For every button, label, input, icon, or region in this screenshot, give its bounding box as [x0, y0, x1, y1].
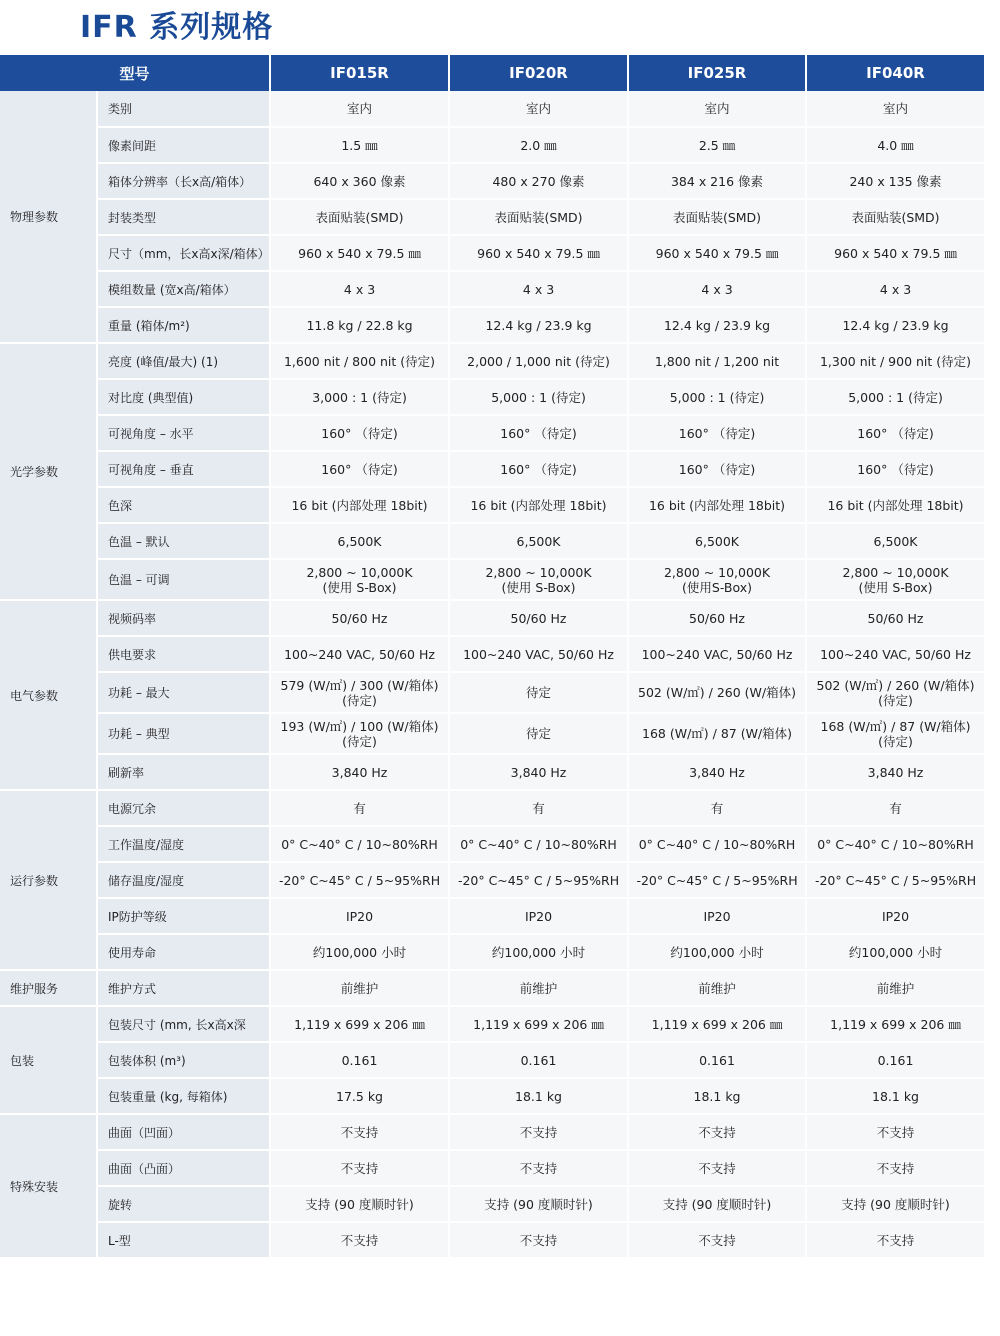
value-cell: 100~240 VAC, 50/60 Hz	[270, 636, 449, 672]
table-row	[0, 1042, 984, 1078]
value-cell: 约100,000 小时	[449, 934, 628, 970]
value-cell: IP20	[806, 898, 984, 934]
value-cell: 支持 (90 度顺时针)	[628, 1186, 806, 1222]
value-cell: 100~240 VAC, 50/60 Hz	[628, 636, 806, 672]
value-cell: 50/60 Hz	[806, 600, 984, 636]
value-cell: 0.161	[449, 1042, 628, 1078]
param-label-cell: 包装尺寸 (mm, 长x高x深	[97, 1006, 270, 1042]
param-label-cell: 维护方式	[97, 970, 270, 1006]
value-cell: 100~240 VAC, 50/60 Hz	[449, 636, 628, 672]
param-label-cell: 色温 – 默认	[97, 523, 270, 559]
value-cell: 160° （待定)	[270, 415, 449, 451]
value-cell: 不支持	[806, 1222, 984, 1258]
param-label-cell: 视频码率	[97, 600, 270, 636]
table-row	[0, 672, 984, 713]
value-cell: 18.1 kg	[806, 1078, 984, 1114]
value-cell: 0° C~40° C / 10~80%RH	[806, 826, 984, 862]
value-cell: 11.8 kg / 22.8 kg	[270, 307, 449, 343]
param-label-cell: 重量 (箱体/m²)	[97, 307, 270, 343]
value-cell: 50/60 Hz	[628, 600, 806, 636]
value-cell: 室内	[628, 91, 806, 127]
value-cell: 有	[806, 790, 984, 826]
page-title: IFR 系列规格	[80, 10, 274, 45]
value-cell: 0° C~40° C / 10~80%RH	[449, 826, 628, 862]
param-label-cell: 类别	[97, 91, 270, 127]
param-label-cell: 色温 – 可调	[97, 559, 270, 600]
value-cell: 240 x 135 像素	[806, 163, 984, 199]
value-cell: 有	[449, 790, 628, 826]
value-cell: 约100,000 小时	[806, 934, 984, 970]
table-row	[0, 898, 984, 934]
value-cell: 960 x 540 x 79.5 ㎜	[806, 235, 984, 271]
table-row	[0, 559, 984, 600]
value-cell: 960 x 540 x 79.5 ㎜	[628, 235, 806, 271]
value-cell: 3,840 Hz	[270, 754, 449, 790]
value-cell: 室内	[270, 91, 449, 127]
value-cell: 1,119 x 699 x 206 ㎜	[449, 1006, 628, 1042]
table-row	[0, 934, 984, 970]
value-cell: 有	[628, 790, 806, 826]
table-row	[0, 636, 984, 672]
value-cell: 160° （待定)	[270, 451, 449, 487]
value-cell: 表面贴装(SMD)	[449, 199, 628, 235]
value-cell: 640 x 360 像素	[270, 163, 449, 199]
value-cell: 2,800 ~ 10,000K (使用S-Box)	[628, 559, 806, 600]
value-cell: 6,500K	[449, 523, 628, 559]
table-row	[0, 862, 984, 898]
value-cell: 1,119 x 699 x 206 ㎜	[806, 1006, 984, 1042]
value-cell: 1,800 nit / 1,200 nit	[628, 343, 806, 379]
table-row	[0, 1114, 984, 1150]
spec-table-body	[0, 91, 984, 1258]
table-header-row	[0, 55, 984, 91]
table-row	[0, 235, 984, 271]
value-cell: 2,800 ~ 10,000K (使用 S-Box)	[806, 559, 984, 600]
param-label-cell: 功耗 – 典型	[97, 713, 270, 754]
value-cell: 2.0 ㎜	[449, 127, 628, 163]
spec-table	[0, 55, 984, 1259]
category-cell: 光学参数	[0, 343, 97, 600]
table-row	[0, 1150, 984, 1186]
model-header: IF015R	[270, 55, 449, 91]
value-cell: 约100,000 小时	[628, 934, 806, 970]
value-cell: 2.5 ㎜	[628, 127, 806, 163]
value-cell: 2,800 ~ 10,000K (使用 S-Box)	[449, 559, 628, 600]
value-cell: 3,000 : 1 (待定)	[270, 379, 449, 415]
value-cell: 18.1 kg	[449, 1078, 628, 1114]
value-cell: 前维护	[628, 970, 806, 1006]
table-row	[0, 523, 984, 559]
param-label-cell: 色深	[97, 487, 270, 523]
table-row	[0, 826, 984, 862]
value-cell: 不支持	[628, 1150, 806, 1186]
param-label-cell: 可视角度 – 垂直	[97, 451, 270, 487]
model-header: IF025R	[628, 55, 806, 91]
value-cell: 室内	[806, 91, 984, 127]
param-label-cell: 尺寸（mm，长x高x深/箱体）	[97, 235, 270, 271]
param-label-cell: 箱体分辨率（长x高/箱体）	[97, 163, 270, 199]
table-row	[0, 600, 984, 636]
value-cell: 5,000 : 1 (待定)	[628, 379, 806, 415]
model-header: IF020R	[449, 55, 628, 91]
param-label-cell: 曲面（凹面）	[97, 1114, 270, 1150]
value-cell: 50/60 Hz	[449, 600, 628, 636]
table-row	[0, 415, 984, 451]
value-cell: IP20	[449, 898, 628, 934]
param-label-cell: 包装重量 (kg, 每箱体)	[97, 1078, 270, 1114]
value-cell: 1,119 x 699 x 206 ㎜	[270, 1006, 449, 1042]
value-cell: 支持 (90 度顺时针)	[270, 1186, 449, 1222]
value-cell: 不支持	[628, 1114, 806, 1150]
param-label-cell: 供电要求	[97, 636, 270, 672]
value-cell: 17.5 kg	[270, 1078, 449, 1114]
value-cell: 2,800 ~ 10,000K (使用 S-Box)	[270, 559, 449, 600]
value-cell: 18.1 kg	[628, 1078, 806, 1114]
value-cell: 160° （待定)	[449, 451, 628, 487]
value-cell: 16 bit (内部处理 18bit)	[806, 487, 984, 523]
category-cell: 物理参数	[0, 91, 97, 343]
value-cell: 100~240 VAC, 50/60 Hz	[806, 636, 984, 672]
value-cell: 6,500K	[270, 523, 449, 559]
value-cell: 5,000 : 1 (待定)	[449, 379, 628, 415]
value-cell: 502 (W/㎡) / 260 (W/箱体) (待定)	[806, 672, 984, 713]
value-cell: 不支持	[449, 1150, 628, 1186]
table-row	[0, 1222, 984, 1258]
table-row	[0, 790, 984, 826]
param-label-cell: 工作温度/湿度	[97, 826, 270, 862]
value-cell: 160° （待定)	[806, 415, 984, 451]
table-row	[0, 271, 984, 307]
param-label-cell: 使用寿命	[97, 934, 270, 970]
param-label-cell: IP防护等级	[97, 898, 270, 934]
value-cell: 不支持	[270, 1114, 449, 1150]
param-label-cell: 曲面（凸面）	[97, 1150, 270, 1186]
value-cell: 4 x 3	[449, 271, 628, 307]
value-cell: 6,500K	[628, 523, 806, 559]
value-cell: 960 x 540 x 79.5 ㎜	[449, 235, 628, 271]
value-cell: 50/60 Hz	[270, 600, 449, 636]
value-cell: 不支持	[270, 1222, 449, 1258]
value-cell: 12.4 kg / 23.9 kg	[449, 307, 628, 343]
value-cell: 16 bit (内部处理 18bit)	[270, 487, 449, 523]
value-cell: 1,300 nit / 900 nit (待定)	[806, 343, 984, 379]
param-label-cell: 刷新率	[97, 754, 270, 790]
value-cell: 0.161	[628, 1042, 806, 1078]
value-cell: 16 bit (内部处理 18bit)	[628, 487, 806, 523]
table-row	[0, 487, 984, 523]
param-label-cell: 可视角度 – 水平	[97, 415, 270, 451]
value-cell: -20° C~45° C / 5~95%RH	[806, 862, 984, 898]
value-cell: 有	[270, 790, 449, 826]
table-row	[0, 307, 984, 343]
value-cell: 502 (W/㎡) / 260 (W/箱体)	[628, 672, 806, 713]
value-cell: 3,840 Hz	[806, 754, 984, 790]
param-label-cell: 电源冗余	[97, 790, 270, 826]
value-cell: 待定	[449, 672, 628, 713]
category-cell: 维护服务	[0, 970, 97, 1006]
value-cell: 4 x 3	[270, 271, 449, 307]
value-cell: -20° C~45° C / 5~95%RH	[270, 862, 449, 898]
value-cell: 不支持	[806, 1114, 984, 1150]
value-cell: 3,840 Hz	[449, 754, 628, 790]
value-cell: 表面贴装(SMD)	[628, 199, 806, 235]
table-row	[0, 199, 984, 235]
value-cell: 160° （待定)	[449, 415, 628, 451]
model-header: IF040R	[806, 55, 984, 91]
value-cell: 前维护	[449, 970, 628, 1006]
value-cell: 4.0 ㎜	[806, 127, 984, 163]
value-cell: 168 (W/㎡) / 87 (W/箱体) (待定)	[806, 713, 984, 754]
value-cell: 不支持	[628, 1222, 806, 1258]
value-cell: -20° C~45° C / 5~95%RH	[449, 862, 628, 898]
category-cell: 包装	[0, 1006, 97, 1114]
value-cell: 3,840 Hz	[628, 754, 806, 790]
table-row	[0, 451, 984, 487]
value-cell: 480 x 270 像素	[449, 163, 628, 199]
value-cell: 不支持	[449, 1222, 628, 1258]
param-label-cell: 模组数量 (宽x高/箱体）	[97, 271, 270, 307]
value-cell: -20° C~45° C / 5~95%RH	[628, 862, 806, 898]
value-cell: 4 x 3	[628, 271, 806, 307]
value-cell: IP20	[270, 898, 449, 934]
category-cell: 运行参数	[0, 790, 97, 970]
param-label-cell: 像素间距	[97, 127, 270, 163]
param-label-cell: 储存温度/湿度	[97, 862, 270, 898]
param-label-cell: L-型	[97, 1222, 270, 1258]
value-cell: 16 bit (内部处理 18bit)	[449, 487, 628, 523]
value-cell: IP20	[628, 898, 806, 934]
param-label-cell: 旋转	[97, 1186, 270, 1222]
value-cell: 前维护	[806, 970, 984, 1006]
param-label-cell: 亮度 (峰值/最大) (1)	[97, 343, 270, 379]
value-cell: 12.4 kg / 23.9 kg	[628, 307, 806, 343]
value-cell: 4 x 3	[806, 271, 984, 307]
table-row	[0, 713, 984, 754]
value-cell: 室内	[449, 91, 628, 127]
param-label-cell: 包装体积 (m³)	[97, 1042, 270, 1078]
value-cell: 支持 (90 度顺时针)	[806, 1186, 984, 1222]
table-row	[0, 970, 984, 1006]
value-cell: 0° C~40° C / 10~80%RH	[628, 826, 806, 862]
model-label-header: 型号	[0, 55, 270, 91]
table-row	[0, 343, 984, 379]
param-label-cell: 封装类型	[97, 199, 270, 235]
value-cell: 960 x 540 x 79.5 ㎜	[270, 235, 449, 271]
value-cell: 不支持	[270, 1150, 449, 1186]
value-cell: 0.161	[270, 1042, 449, 1078]
category-cell: 特殊安装	[0, 1114, 97, 1258]
value-cell: 1,600 nit / 800 nit (待定)	[270, 343, 449, 379]
value-cell: 160° （待定)	[628, 451, 806, 487]
table-row	[0, 1006, 984, 1042]
value-cell: 2,000 / 1,000 nit (待定)	[449, 343, 628, 379]
value-cell: 支持 (90 度顺时针)	[449, 1186, 628, 1222]
value-cell: 168 (W/㎡) / 87 (W/箱体)	[628, 713, 806, 754]
value-cell: 1.5 ㎜	[270, 127, 449, 163]
value-cell: 待定	[449, 713, 628, 754]
value-cell: 不支持	[806, 1150, 984, 1186]
value-cell: 不支持	[449, 1114, 628, 1150]
table-row	[0, 754, 984, 790]
table-row	[0, 379, 984, 415]
value-cell: 表面贴装(SMD)	[806, 199, 984, 235]
value-cell: 160° （待定)	[806, 451, 984, 487]
value-cell: 6,500K	[806, 523, 984, 559]
value-cell: 1,119 x 699 x 206 ㎜	[628, 1006, 806, 1042]
value-cell: 160° （待定)	[628, 415, 806, 451]
table-row	[0, 91, 984, 127]
value-cell: 0.161	[806, 1042, 984, 1078]
value-cell: 0° C~40° C / 10~80%RH	[270, 826, 449, 862]
value-cell: 前维护	[270, 970, 449, 1006]
value-cell: 约100,000 小时	[270, 934, 449, 970]
value-cell: 12.4 kg / 23.9 kg	[806, 307, 984, 343]
param-label-cell: 功耗 – 最大	[97, 672, 270, 713]
value-cell: 579 (W/㎡) / 300 (W/箱体) (待定)	[270, 672, 449, 713]
value-cell: 5,000 : 1 (待定)	[806, 379, 984, 415]
table-row	[0, 163, 984, 199]
table-row	[0, 127, 984, 163]
param-label-cell: 对比度 (典型值)	[97, 379, 270, 415]
category-cell: 电气参数	[0, 600, 97, 790]
value-cell: 193 (W/㎡) / 100 (W/箱体) (待定)	[270, 713, 449, 754]
value-cell: 384 x 216 像素	[628, 163, 806, 199]
table-row	[0, 1186, 984, 1222]
value-cell: 表面贴装(SMD)	[270, 199, 449, 235]
table-row	[0, 1078, 984, 1114]
